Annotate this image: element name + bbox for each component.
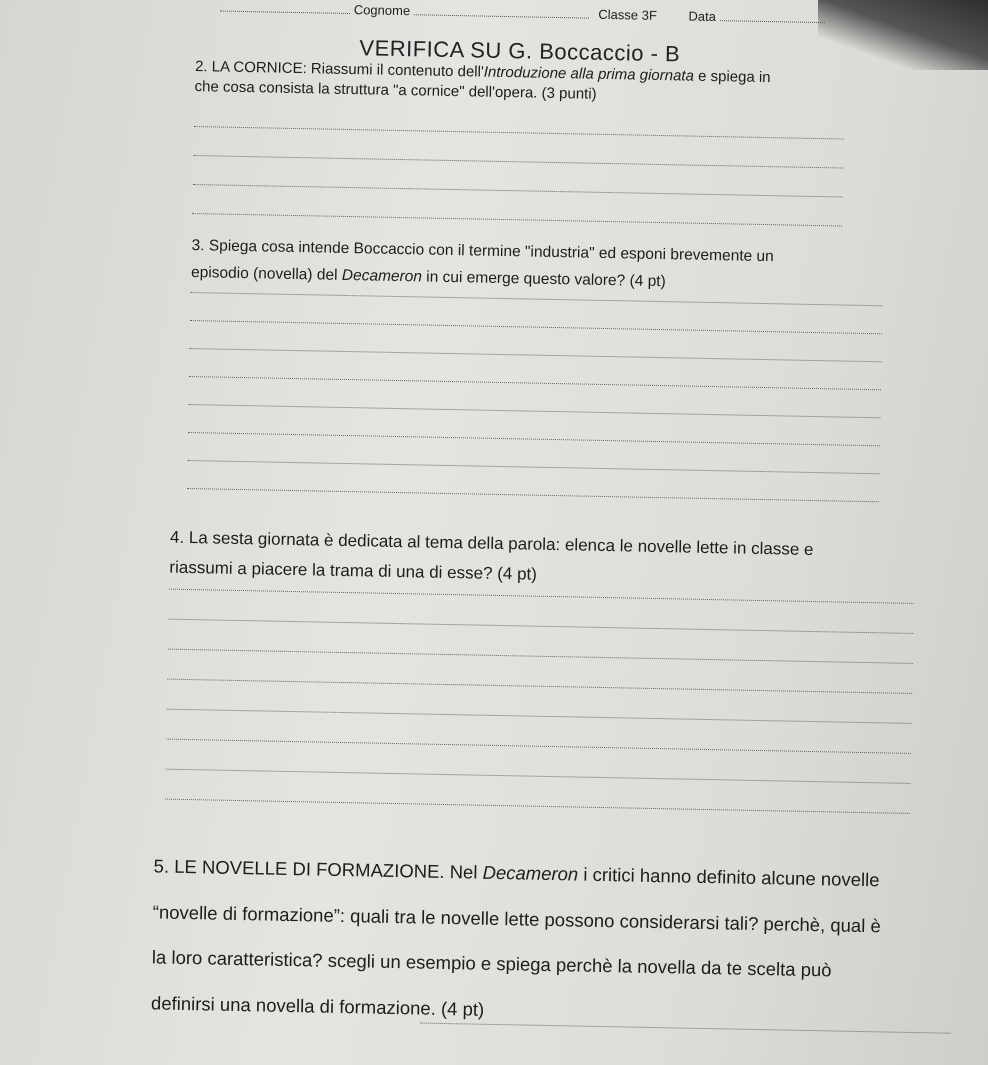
header-leading-line — [220, 0, 350, 14]
question-2-italic: Introduzione alla prima giornata — [483, 63, 695, 85]
question-4-line-2: riassumi a piacere la trama di una di esse? (4 pt) — [169, 557, 538, 584]
answer-lines-3[interactable] — [187, 265, 883, 502]
answer-line-5[interactable] — [421, 999, 951, 1034]
question-4-line-1: 4. La sesta giornata è dedicata al tema della parola: elenca le novelle lette in classe e — [169, 527, 814, 560]
cognome-field[interactable] — [414, 2, 589, 18]
header-fields — [220, 0, 825, 26]
cognome-label: Cognome — [353, 2, 411, 19]
answer-lines-2[interactable] — [192, 98, 844, 226]
question-5-text: 5. LE NOVELLE DI FORMAZIONE. Nel — [153, 855, 483, 883]
question-5-line-2: “novelle di formazione”: quali tra le novelle lette possono considerarsi tali? perchè, qual è — [152, 901, 881, 937]
question-3-italic: Decameron — [341, 266, 423, 286]
question-3-line-1: 3. Spiega cosa intende Boccaccio con il termine "industria" ed esponi brevemente un — [191, 237, 774, 266]
data-label: Data — [688, 8, 717, 25]
question-2-line-2: che cosa consista la struttura "a cornice" dell'opera. (3 punti) — [194, 78, 597, 103]
question-5-italic: Decameron — [482, 861, 579, 885]
question-5-line-3: la loro caratteristica? scegli un esempio e spiega perchè la novella da te scelta può — [151, 946, 832, 981]
data-field[interactable] — [720, 8, 825, 23]
answer-lines-4[interactable] — [165, 557, 914, 814]
question-5-text-end: i critici hanno definito alcune novelle — [578, 863, 880, 891]
classe-label: Classe 3F — [598, 6, 658, 23]
question-3-text-end: in cui emerge questo valore? (4 pt) — [421, 268, 666, 291]
question-3-text: episodio (novella) del — [190, 264, 343, 284]
question-5-line-1 — [153, 855, 879, 891]
question-5-line-4: definirsi una novella di formazione. (4 pt) — [150, 992, 485, 1020]
question-2-text: 2. LA CORNICE: Riassumi il contenuto dell' — [194, 58, 484, 81]
question-2-text-end: e spiega in — [693, 67, 771, 87]
page-title: VERIFICA SU G. Boccaccio - B — [359, 35, 681, 67]
